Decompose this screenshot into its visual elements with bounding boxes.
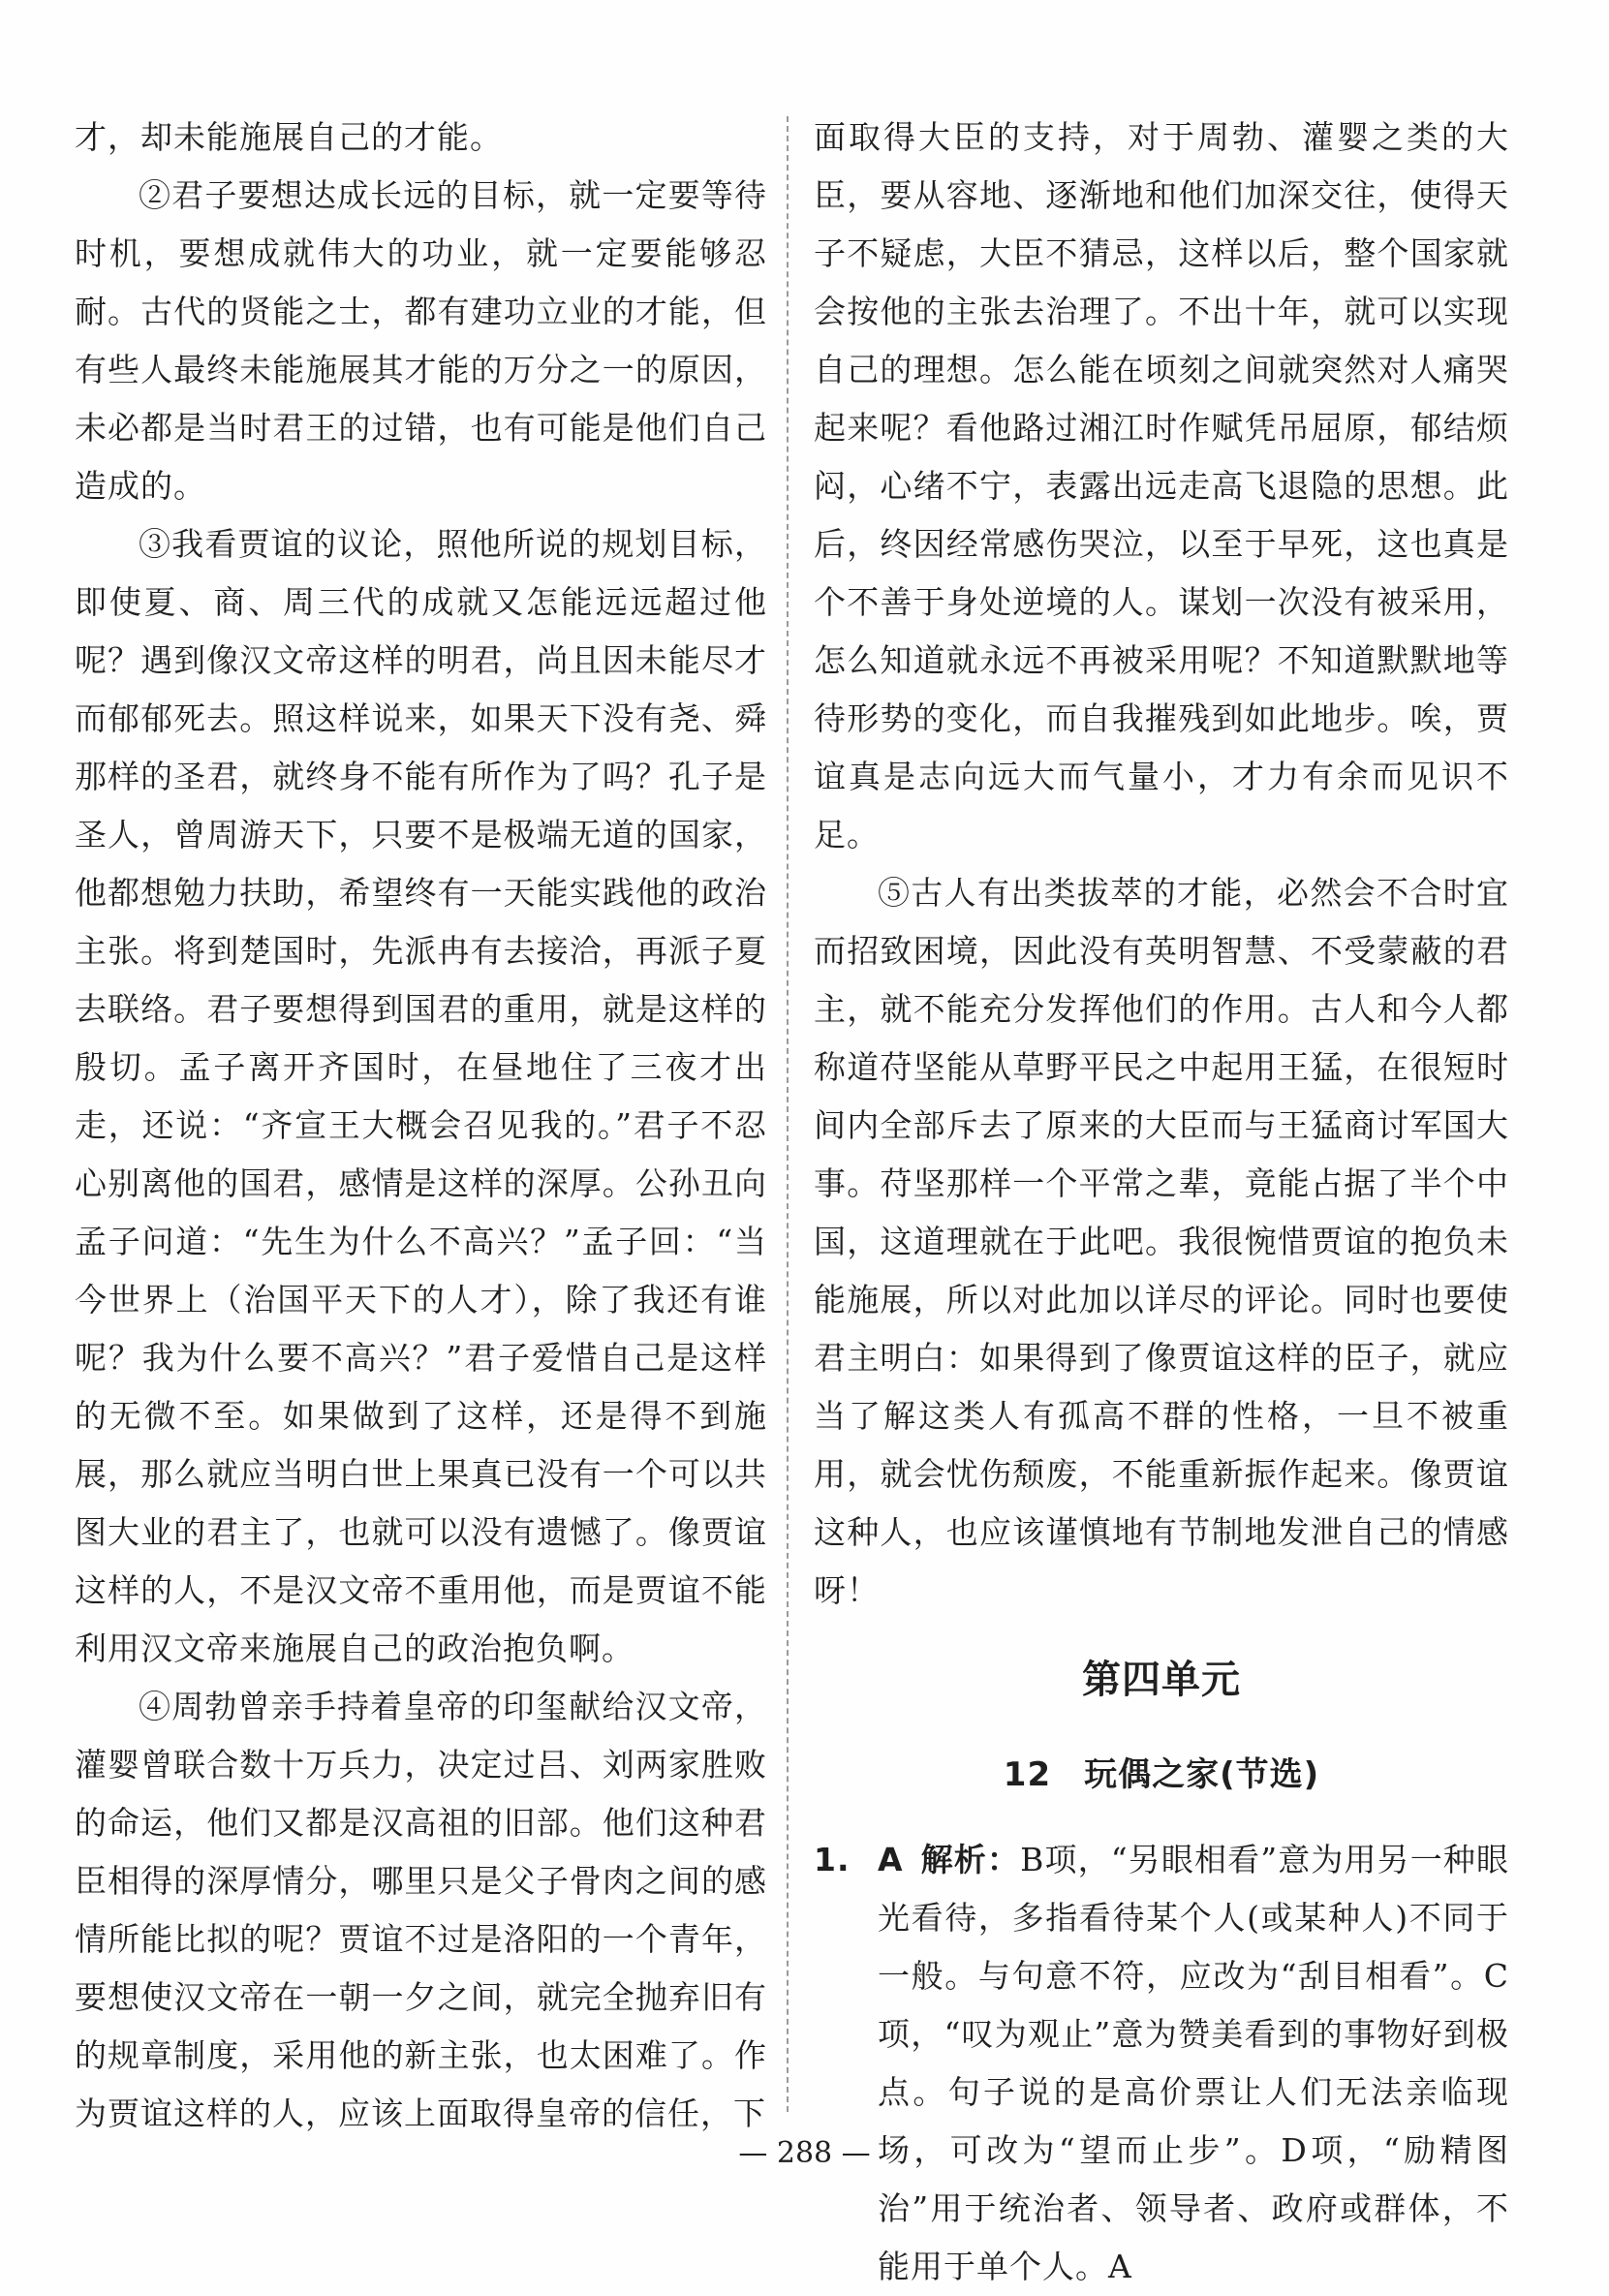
paragraph: 才，却未能施展自己的才能。	[75, 118, 503, 156]
lesson-number: 12	[1003, 1755, 1052, 1794]
paragraph: ③我看贾谊的议论，照他所说的规划目标，即使夏、商、周三代的成就又怎能远远超过他呢？遇到像汉文帝这样的明君，尚且因未能尽才而郁郁死去。照这样说来，如果天下没有尧、舜那样的圣君，就终身不能有所作为了吗？孔子是圣人，曾周游天下，只要不是极端无道的国家，他都想勉力扶助，希望终有一天能实践他的政治主张。将到楚国时，先派冉有去接洽，再派子夏去联络。君子要想得到国君的重用，就是这样的殷切。孟子离开齐国时，在昼地住了三夜才出走，还说：“齐宣王大概会召见我的。”君子不忍心别离他的国君，感情是这样的深厚。公孙丑向孟子问道：“先生为什么不高兴？”孟子回：“当今世界上（治国平天下的人才），除了我还有谁呢？我为什么要不高兴？”君子爱惜自己是这样的无微不至。如果做到了这样，还是得不到施展，那么就应当明白世上果真已没有一个可以共图大业的君主了，也就可以没有遗憾了。像贾谊这样的人，不是汉文帝不重用他，而是贾谊不能利用汉文帝来施展自己的政治抱负啊。	[75, 525, 767, 1667]
lesson-title	[814, 1746, 1509, 1804]
paragraph: ⑤古人有出类拔萃的才能，必然会不合时宜而招致困境，因此没有英明智慧、不受蒙蔽的君主，就不能充分发挥他们的作用。古人和今人都称道苻坚能从草野平民之中起用王猛，在很短时间内全部斥去了原来的大臣而与王猛商讨军国大事。苻坚那样一个平常之辈，竟能占据了半个中国，这道理就在于此吧。我很惋惜贾谊的抱负未能施展，所以对此加以详尽的评论。同时也要使君主明白：如果得到了像贾谊这样的臣子，就应当了解这类人有孤高不群的性格，一旦不被重用，就会忧伤颓废，不能重新振作起来。像贾谊这种人，也应该谨慎地有节制地发泄自己的情感呀！	[814, 874, 1509, 1609]
unit-title: 第四单元	[1082, 1658, 1241, 1702]
analysis-text: B项，“另眼相看”意为用另一种眼光看待，多指看待某个人(或某种人)不同于一般。与句意不符，应改为“刮目相看”。C项，“叹为观止”意为赞美看到的事物好到极点。句子说的是高价票让人们无法亲临现场，可改为“望而止步”。D项，“励精图治”用于统治者、领导者、政府或群体，不能用于单个人。A	[878, 1841, 1510, 2285]
answer-number: 1.	[814, 1841, 851, 1878]
lesson-name: 玩偶之家(节选)	[1084, 1755, 1320, 1794]
paragraph: 面取得大臣的支持，对于周勃、灌婴之类的大臣，要从容地、逐渐地和他们加深交往，使得天子不疑虑，大臣不猜忌，这样以后，整个国家就会按他的主张去治理了。不出十年，就可以实现自己的理想。怎么能在顷刻之间就突然对人痛哭起来呢？看他路过湘江时作赋凭吊屈原，郁结烦闷，心绪不宁，表露出远走高飞退隐的思想。此后，终因经常感伤哭泣，以至于早死，这也真是个不善于身处逆境的人。谋划一次没有被采用，怎么知道就永远不再被采用呢？不知道默默地等待形势的变化，而自我摧残到如此地步。唉，贾谊真是志向远大而气量小，才力有余而见识不足。	[814, 118, 1509, 853]
column-divider	[787, 116, 789, 2112]
paragraph: ④周勃曾亲手持着皇帝的印玺献给汉文帝，灌婴曾联合数十万兵力，决定过吕、刘两家胜败的命运，他们又都是汉高祖的旧部。他们这种君臣相得的深厚情分，哪里只是父子骨肉之间的感情所能比拟的呢？贾谊不过是洛阳的一个青年，要想使汉文帝在一朝一夕之间，就完全抛弃旧有的规章制度，采用他的新主张，也太困难了。作为贾谊这样的人，应该上面取得皇帝的信任，下	[75, 1688, 767, 2132]
page-number: — 288 —	[738, 2136, 871, 2170]
analysis-label: 解析：	[920, 1841, 1021, 1878]
answer-item	[814, 1831, 1509, 2296]
left-column	[75, 109, 767, 2143]
paragraph: ②君子要想达成长远的目标，就一定要等待时机，要想成就伟大的功业，就一定要能够忍耐。古代的贤能之士，都有建功立业的才能，但有些人最终未能施展其才能的万分之一的原因，未必都是当时君王的过错，也有可能是他们自己造成的。	[75, 176, 767, 505]
answer-key: A	[878, 1841, 904, 1878]
right-column	[814, 109, 1509, 2296]
